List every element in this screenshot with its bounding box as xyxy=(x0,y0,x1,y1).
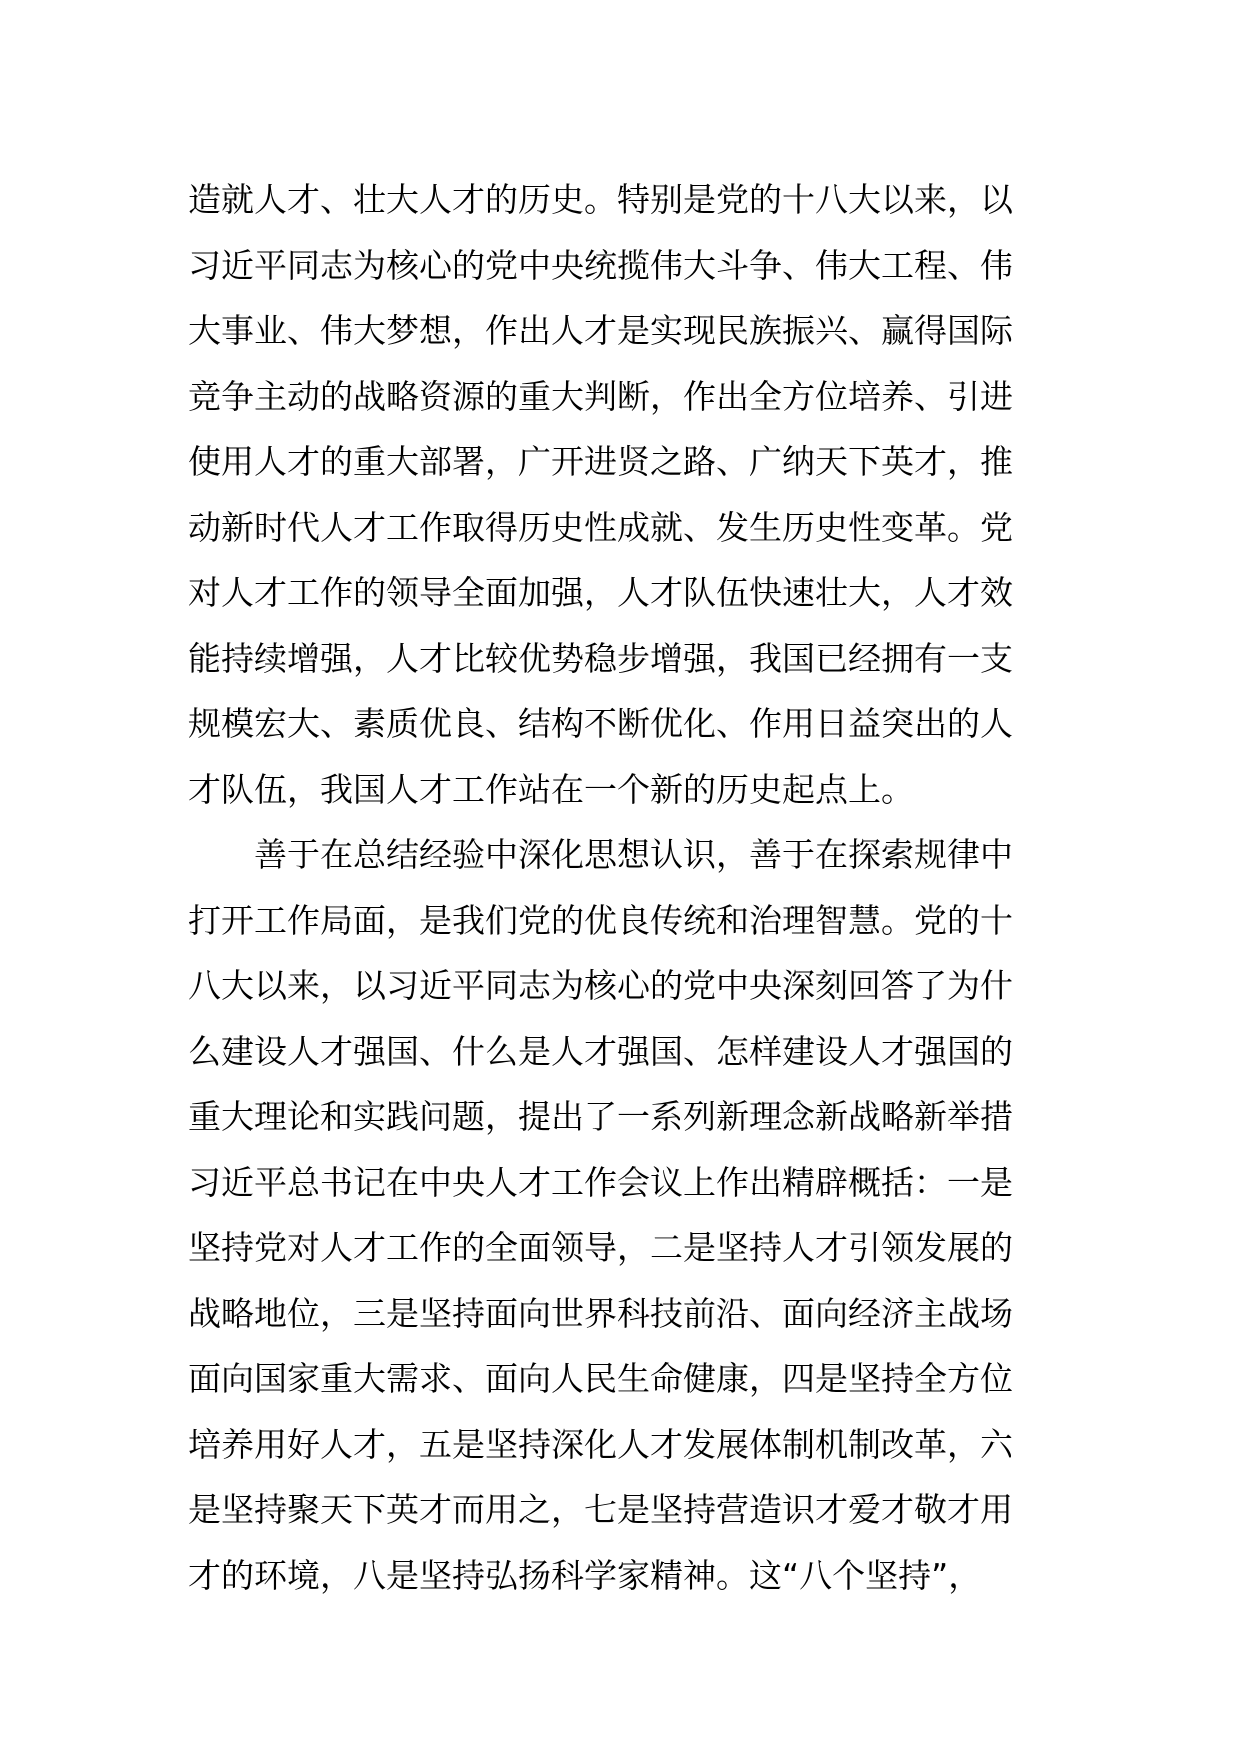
text-line: 培养用好人才，五是坚持深化人才发展体制机制改革，六 xyxy=(188,1424,1013,1464)
text-line: 打开工作局面，是我们党的优良传统和治理智慧。党的十 xyxy=(188,900,1013,940)
text-line: 是坚持聚天下英才而用之，七是坚持营造识才爱才敬才用 xyxy=(188,1490,1013,1529)
body-text xyxy=(188,167,1068,1608)
text-line: 规模宏大、素质优良、结构不断优化、作用日益突出的人 xyxy=(188,704,1013,743)
text-line: 大事业、伟大梦想，作出人才是实现民族振兴、赢得国际 xyxy=(188,311,1013,350)
text-line: 能持续增强，人才比较优势稳步增强，我国已经拥有一支 xyxy=(188,638,1013,678)
text-line: 么建设人才强国、什么是人才强国、怎样建设人才强国的 xyxy=(188,1031,1013,1071)
text-line: 竞争主动的战略资源的重大判断，作出全方位培养、引进 xyxy=(188,376,1013,416)
paragraph-first-line: 善于在总结经验中深化思想认识，善于在探索规律中 xyxy=(254,835,1013,874)
text-line: 坚持党对人才工作的全面领导，二是坚持人才引领发展的 xyxy=(188,1228,1013,1267)
text-line: 造就人才、壮大人才的历史。特别是党的十八大以来，以 xyxy=(188,180,1013,219)
text-line: 习近平总书记在中央人才工作会议上作出精辟概括：一是 xyxy=(188,1162,1013,1202)
text-line: 战略地位，三是坚持面向世界科技前沿、面向经济主战场 xyxy=(188,1293,1013,1333)
text-line: 八大以来，以习近平同志为核心的党中央深刻回答了为什 xyxy=(188,966,1013,1005)
text-line: 动新时代人才工作取得历史性成就、发生历史性变革。党 xyxy=(188,507,1013,547)
text-line: 对人才工作的领导全面加强，人才队伍快速壮大，人才效 xyxy=(188,573,1013,612)
text-line: 才队伍，我国人才工作站在一个新的历史起点上。 xyxy=(188,769,914,809)
text-line: 使用人才的重大部署，广开进贤之路、广纳天下英才，推 xyxy=(188,442,1013,481)
text-line: 习近平同志为核心的党中央统揽伟大斗争、伟大工程、伟 xyxy=(188,245,1013,285)
text-line: 面向国家重大需求、面向人民生命健康，四是坚持全方位 xyxy=(188,1359,1013,1398)
text-line: 才的环境，八是坚持弘扬科学家精神。这“八个坚持”， xyxy=(188,1555,982,1595)
text-line: 重大理论和实践问题，提出了一系列新理念新战略新举措 xyxy=(188,1097,1013,1136)
